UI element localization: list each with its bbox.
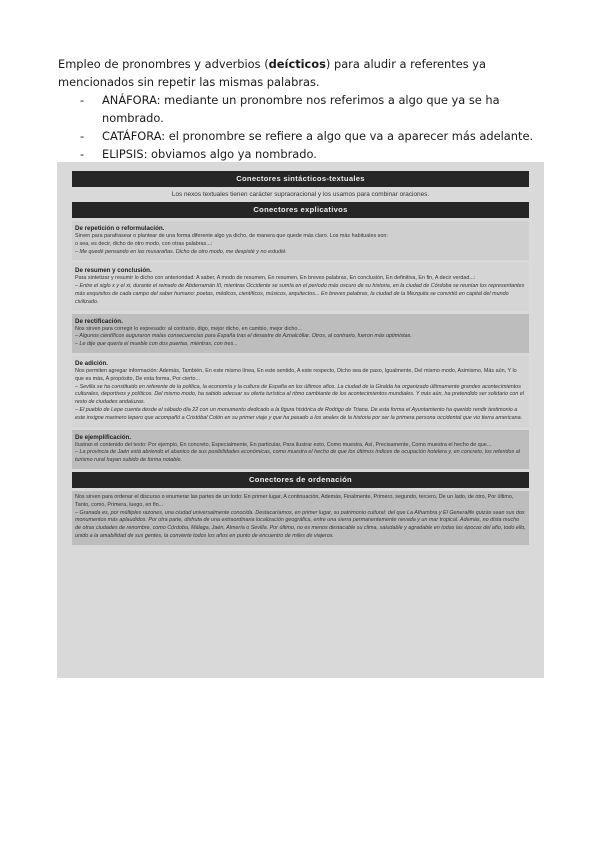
- intro-paragraph: [58, 55, 546, 91]
- block-text: Nos sirven para ordenar el discurso o enumerar las partes de un todo: En primer lugar, A continuación, Además, Finalmente, Primero, segundo, tercero, De un lado, de otro, Por último, Tanto, como, Primera, luego, en fin...: [75, 493, 514, 508]
- block-heading: De repetición o reformulación.: [75, 225, 165, 232]
- list-item-text: ELIPSIS: obviamos algo ya nombrado.: [102, 147, 317, 161]
- block-text: Nos sirven para corregir lo expresado: al contrario, digo, mejor dicho, en cambio, mejor dicho...: [75, 325, 302, 332]
- list-dash: -: [80, 147, 85, 161]
- block-heading: De adición.: [75, 359, 109, 367]
- block-text: Nos permiten agregar información: Además, También, En este mismo línea, En este sentido, A este respecto, Dicho sea de paso, Igualmente, Del mismo modo, Asimismo, Más aún, Y lo que es más, A propósito, De esta forma, Por cierto...: [75, 367, 517, 382]
- block-example: – Sevilla se ha constituido en referente de la política, la economía y la cultura de España en los últimos años. La ciudad de la Giralda ha organizado últimamente grandes acontecimientos culturales, deportivos y políticos. Del mismo modo, ha sabido adecuar su oferta turística al ritmo cambiante de los acontecimientos mundiales. Y más aún, ha pretendido ser solidario con el resto de ciudades andaluzas.: [75, 383, 524, 406]
- block-heading: De rectificación.: [75, 317, 123, 325]
- list-dash: -: [80, 93, 85, 107]
- list-item: [80, 91, 546, 127]
- intro-paragraph-pre: Empleo de pronombres y adverbios (: [58, 57, 269, 71]
- intro-paragraph-bold: deícticos: [268, 57, 326, 71]
- list-item-text: CATÁFORA: el pronombre se refiere a algo que va a aparecer más adelante.: [102, 129, 534, 143]
- block-text: Sirven para parafrasear o plantear de una forma diferente algo ya dicho, de manera que quede más claro. Los más habituales son:: [75, 233, 388, 239]
- block-text: Ilustran el contenido del texto: Por ejemplo, En concreto, Especialmente, En particular, Para ilustrar esto, Como muestra, Así, Precisamente, Como muestra el hecho de que...: [75, 441, 492, 448]
- block-example: – La provincia de Jaén está abriendo el abanico de sus posibilidades económicas, como muestra el hecho de que los últimos índices de ocupación hotelera y, en concreto, los referidos al turismo rural hayan subido de forma notable.: [75, 449, 520, 464]
- scanned-connectors-table: [57, 162, 544, 678]
- block-text: o sea, es decir, dicho de otro modo, con otras palabras...:: [75, 240, 213, 247]
- list-dash: -: [80, 129, 85, 143]
- intro-paragraph-post: ) para aludir a referentes ya mencionados sin repetir las mismas palabras.: [58, 57, 486, 89]
- list-item: [80, 145, 546, 163]
- block-resumen: [72, 263, 529, 310]
- block-ordenacion: [72, 491, 529, 545]
- block-example: – Le dije que quería el mueble con dos puertas, mientras, con tres...: [75, 341, 238, 348]
- block-heading: De ejemplificación.: [75, 433, 132, 441]
- block-ejemplificacion: [72, 430, 529, 469]
- block-example: – El pueblo de Lepe cuenta desde el sábado día 22 con un monumento dedicado a la figura histórica de Rodrigo de Triana. De esta forma el Ayuntamiento ha querido rendir testimonio a este insigne marinero lepero que acompañó a Cristóbal Colón en su primer viaje y que ha pasado a los anales de la historia por ser la primera persona occidental que vio tierra americana.: [75, 406, 523, 421]
- scan-title: Conectores sintácticos-textuales: [72, 171, 529, 187]
- explicativos-title: Conectores explicativos: [72, 202, 529, 218]
- list-item: [80, 127, 546, 145]
- block-heading: De resumen y conclusión.: [75, 267, 152, 275]
- block-rectificacion: [72, 314, 529, 353]
- ordenacion-title: Conectores de ordenación: [72, 472, 529, 488]
- list-item-text: ANÁFORA: mediante un pronombre nos referimos a algo que ya se ha nombrado.: [102, 93, 500, 125]
- intro-list: [58, 91, 546, 163]
- block-adicion: [72, 356, 529, 427]
- block-text: Para sintetizar y resumir lo dicho con anterioridad: A saber, A modo de resumen, En resumen, En breves palabras, En conclusión, En definitiva, En fin, A decir verdad...:: [75, 275, 476, 282]
- block-example: – Me quedé pensando en las musarañas. Dicho de otro modo, me despisté y no estudié.: [75, 248, 287, 255]
- scan-subtitle: Los nexos textuales tienen carácter supraoracional y los usamos para combinar oraciones.: [171, 191, 430, 198]
- block-example: – Granada es, por múltiples razones, una ciudad universalmente conocida. Destacaríamos, en primer lugar, su patrimonio cultural: del que La Alhambra y El Generalife quizás sean sus dos monumentos más aplaudidos. Por otra parte, disfruta de una extraordinaria localización geográfica, entre una sierra permanentemente nevada y un mar tropical. Además, no dista mucho de otras ciudades de renombre, como Córdoba, Málaga, Jaén, Almería o Sevilla. Por último, no es menos destacable su clima, saludable y agradable en todas las épocas del año, todo ello, unido a la amabilidad de sus gentes, la convierte todos los años en punto de encuentro de miles de viajeros.: [75, 509, 526, 539]
- block-repeticion: [72, 221, 529, 260]
- block-example: – Entre el siglo x y el xi, durante el reinado de Abderramán III, mientras Occidente se sumía en el período más oscuro de su historia, en la ciudad de Córdoba se reunían los representantes más exquisitos de cada campo del saber humano: poetas, médicos, científicos, músicos, arquitectos... En breves palabras, la ciudad de la Mezquita se convirtió en capital del mundo civilizado.: [75, 283, 525, 305]
- block-example: – Algunos científicos auguraron malas consecuencias para España tras el desastre de Aznalcóllar. Otros, al contrario, fueron más optimistas.: [75, 333, 412, 340]
